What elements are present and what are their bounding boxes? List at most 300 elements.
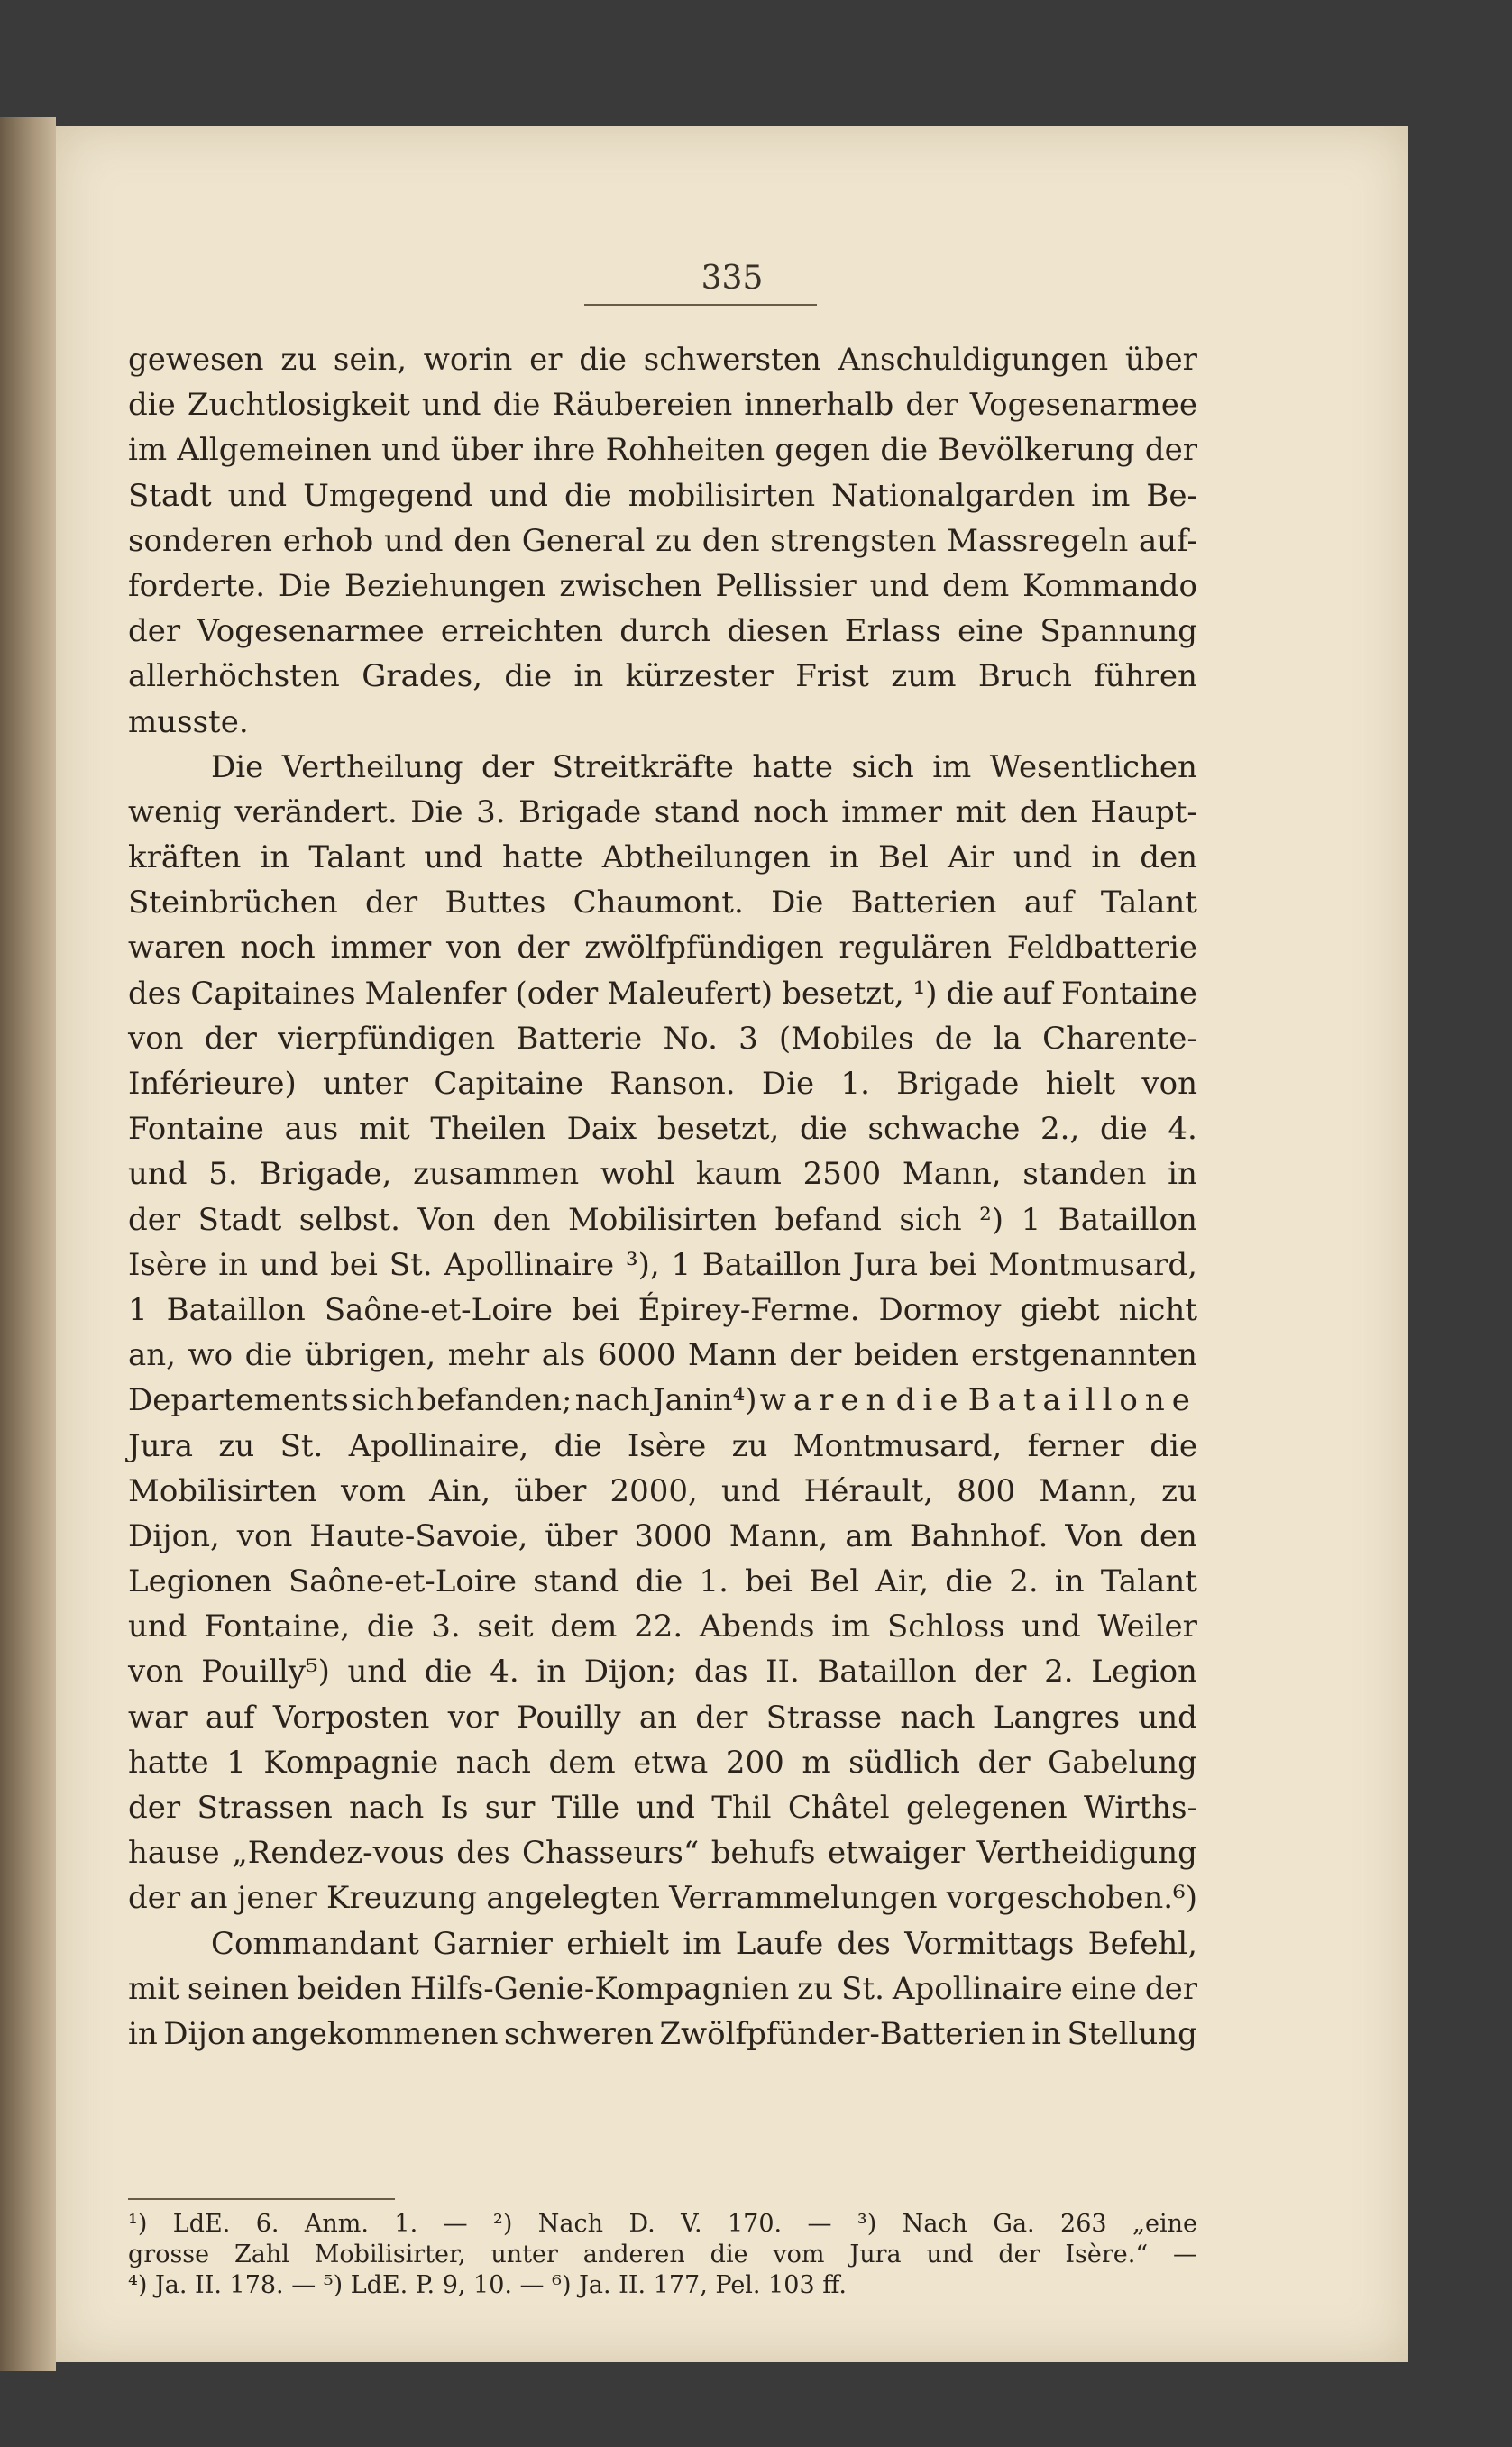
word: Apollinaire — [892, 1970, 1063, 2007]
word: bei — [571, 1291, 619, 1328]
footnote-line: ⁴) Ja. II. 178. — ⁵) LdE. P. 9, 10. — ⁶) Ja. II. 177, Pel. 103 ff. — [128, 2271, 848, 2299]
word: eine — [1070, 1970, 1137, 2007]
word: nach — [455, 1744, 531, 1781]
text-line — [128, 609, 1197, 654]
word: im — [128, 432, 168, 469]
footnote-line: ¹) LdE. 6. Anm. 1. — ²) Nach D. V. 170. — ³) Nach Ga. 263 „eine — [128, 2210, 1197, 2238]
word: stand — [533, 1563, 619, 1600]
word: Montmusard, — [988, 1246, 1197, 1283]
word: zwischen — [559, 567, 702, 604]
word: im — [1091, 477, 1131, 514]
word: die — [244, 1337, 293, 1374]
footnote-line: grosse Zahl Mobilisirter, unter anderen die vom Jura und der Isère.“ — — [128, 2241, 1197, 2268]
word: der — [365, 884, 418, 921]
word: II. — [765, 1654, 800, 1691]
word: in — [536, 1654, 567, 1691]
text-line — [128, 1966, 1197, 2012]
word: Weiler — [1097, 1608, 1197, 1645]
word: der — [695, 1699, 748, 1736]
word: Dijon — [163, 2015, 246, 2052]
word: an, — [128, 1337, 176, 1374]
word: Die — [761, 1066, 815, 1102]
word: in — [128, 2015, 158, 2052]
word: Stadt — [197, 1201, 282, 1238]
word: 1. — [840, 1066, 870, 1102]
word: die — [880, 432, 929, 469]
word: Apollinaire — [444, 1246, 615, 1283]
word: besetzt, — [782, 975, 904, 1012]
word: und — [347, 1654, 408, 1691]
word: etwaiger — [827, 1835, 966, 1872]
word: über — [545, 1517, 618, 1554]
text-line — [128, 700, 1197, 745]
word: ¹) — [912, 975, 938, 1012]
word: 5. — [208, 1156, 238, 1193]
word: Capitaine — [434, 1066, 584, 1102]
word: Laufe — [735, 1925, 824, 1962]
text-line — [128, 518, 1197, 564]
word: unter — [323, 1066, 408, 1102]
word: die — [554, 1427, 602, 1464]
word: Ranson. — [609, 1066, 736, 1102]
word: Die — [211, 748, 264, 785]
word: erhob — [282, 522, 374, 559]
word: immer — [841, 793, 942, 830]
text-line — [128, 1921, 1197, 1966]
word: nach — [574, 1382, 650, 1419]
word: Vertheidigung — [976, 1835, 1197, 1872]
word: der — [204, 1020, 257, 1057]
word: Vormittags — [904, 1925, 1075, 1962]
word: des — [456, 1835, 510, 1872]
word: zu — [218, 1427, 255, 1464]
word: Abends — [699, 1608, 815, 1645]
word: Pellissier — [715, 567, 857, 604]
word: kräften — [128, 839, 242, 876]
text-line — [128, 1197, 1197, 1242]
word: Ain, — [429, 1472, 491, 1509]
word: des — [128, 975, 182, 1012]
word: der — [974, 1654, 1027, 1691]
word: immer — [330, 930, 432, 967]
word: regulären — [838, 930, 992, 967]
word: aus — [284, 1111, 339, 1148]
word: das — [693, 1654, 748, 1691]
word: vom — [341, 1472, 406, 1509]
word: sich — [851, 748, 914, 785]
book-page — [56, 126, 1408, 2362]
word: behufs — [710, 1835, 816, 1872]
word: bei — [745, 1563, 793, 1600]
word: mobilisirten — [628, 477, 816, 514]
word: Steinbrüchen — [128, 884, 338, 921]
word: gelegenen — [905, 1790, 1068, 1826]
body-text — [128, 337, 1197, 2057]
word: über — [514, 1472, 587, 1509]
word: zu — [1161, 1472, 1197, 1509]
word: zu — [280, 342, 317, 378]
word: vorgeschoben.⁶) — [946, 1880, 1197, 1917]
word: Mann, — [729, 1517, 829, 1554]
word: die — [1150, 1427, 1197, 1464]
word: Dijon; — [583, 1654, 677, 1691]
word: Feldbatterie — [1006, 930, 1197, 967]
word: Janin⁴) — [653, 1382, 757, 1419]
word: befanden; — [417, 1382, 573, 1419]
text-line — [128, 337, 1197, 382]
word: die — [946, 975, 994, 1012]
word: sein, — [333, 342, 408, 378]
word: als — [541, 1337, 586, 1374]
word: in — [829, 839, 859, 876]
word: Gabelung — [1048, 1744, 1197, 1781]
word: die — [504, 658, 553, 695]
word: in — [260, 839, 290, 876]
text-line — [128, 1061, 1197, 1106]
text-line — [128, 1875, 1197, 1920]
word: und — [1022, 1608, 1081, 1645]
word: zu — [731, 1427, 768, 1464]
word: Beziehungen — [344, 567, 546, 604]
word: Isère — [627, 1427, 707, 1464]
word: und — [128, 1156, 188, 1193]
word: Kreuzung — [326, 1880, 478, 1917]
word: Bataillon — [701, 1246, 842, 1283]
word: den — [454, 522, 512, 559]
word: Buttes — [444, 884, 546, 921]
text-line — [128, 1514, 1197, 1559]
word: Haupt- — [1090, 793, 1197, 830]
word: hause — [128, 1835, 220, 1872]
text-line — [128, 1604, 1197, 1649]
word: waren — [128, 930, 225, 967]
word: Vertheilung — [281, 748, 463, 785]
word: dem — [942, 567, 1010, 604]
text-line — [128, 1785, 1197, 1830]
word: Bataillon — [1058, 1201, 1197, 1238]
word: der — [789, 1337, 842, 1374]
word: Air — [947, 839, 994, 876]
word: ²) — [979, 1201, 1004, 1238]
word: Apollinaire, — [348, 1427, 529, 1464]
text-line — [128, 1106, 1197, 1151]
word: 1 — [226, 1744, 246, 1781]
word: Räubereien — [552, 387, 733, 424]
word: beiden — [853, 1337, 959, 1374]
word: gegen — [774, 432, 871, 469]
word: zum — [891, 658, 957, 695]
word: der — [481, 748, 535, 785]
word: Chaumont. — [573, 884, 744, 921]
word: erreichten — [440, 613, 604, 650]
text-line — [128, 925, 1197, 970]
word: Zwölfpfünder-Batterien — [659, 2015, 1026, 2052]
word: der — [128, 1201, 181, 1238]
text-line — [128, 971, 1197, 1016]
text-line — [128, 880, 1197, 925]
word: Batterien — [850, 884, 997, 921]
word: Thil — [711, 1790, 772, 1826]
word: Bataillon — [817, 1654, 957, 1691]
word: kürzester — [625, 658, 774, 695]
word: an — [189, 1880, 228, 1917]
word: 3. — [431, 1608, 461, 1645]
word: und — [381, 432, 441, 469]
word: und — [424, 839, 483, 876]
word: Von — [1065, 1517, 1123, 1554]
word: und — [227, 477, 288, 514]
word: besetzt, — [656, 1111, 780, 1148]
word: Von — [417, 1201, 476, 1238]
word: forderte. — [128, 567, 266, 604]
word: 22. — [634, 1608, 683, 1645]
word: der — [977, 1744, 1031, 1781]
word: St. — [279, 1427, 324, 1464]
word: Commandant — [211, 1925, 419, 1962]
word: auf — [205, 1699, 255, 1736]
word: bei — [929, 1246, 977, 1283]
word: Vogesenarmee — [969, 387, 1197, 424]
word: Pouilly⁵) — [201, 1654, 330, 1691]
word: „Rendez-vous — [232, 1835, 444, 1872]
word: erhielt — [566, 1925, 670, 1962]
word: (oder — [515, 975, 599, 1012]
word: Bruch — [977, 658, 1072, 695]
word: Grades, — [362, 658, 483, 695]
word: im — [831, 1608, 871, 1645]
word: den — [1140, 1517, 1197, 1554]
word: von — [236, 1517, 293, 1554]
word: la — [993, 1020, 1022, 1057]
word: in — [573, 658, 604, 695]
word: nach — [349, 1790, 425, 1826]
word: dem — [548, 1744, 616, 1781]
word: Wirths- — [1083, 1790, 1197, 1826]
word: seit — [477, 1608, 534, 1645]
word: in — [1031, 2015, 1062, 2052]
word: Saône-et-Loire — [288, 1563, 518, 1600]
word: der — [1144, 432, 1197, 469]
word: zwölfpfündigen — [584, 930, 824, 967]
word: jener — [236, 1880, 317, 1917]
word: angekommenen — [251, 2015, 499, 2052]
word: 3. — [476, 793, 506, 830]
text-line — [128, 427, 1197, 472]
word: in — [1168, 1156, 1197, 1193]
word: ihre — [533, 432, 596, 469]
word: Talant — [308, 839, 406, 876]
word: die — [945, 1563, 994, 1600]
word: befand — [774, 1201, 882, 1238]
word: Befehl, — [1087, 1925, 1197, 1962]
word: und — [259, 1246, 319, 1283]
word: Wesentlichen — [989, 748, 1197, 785]
word: Bataillon — [166, 1291, 306, 1328]
text-line — [128, 1740, 1197, 1785]
text-line — [128, 1378, 1197, 1423]
word: Isère — [128, 1246, 207, 1283]
word: mit — [358, 1111, 410, 1148]
word: sich — [352, 1382, 415, 1419]
word: Zuchtlosigkeit — [187, 387, 410, 424]
word: Umgegend — [303, 477, 473, 514]
text-line — [128, 473, 1197, 518]
word: führen — [1094, 658, 1197, 695]
word: die — [579, 342, 628, 378]
text-line — [128, 382, 1197, 427]
word: er — [529, 342, 563, 378]
word: eine — [958, 613, 1024, 650]
word: Capitaines — [190, 975, 356, 1012]
word: auf — [1023, 884, 1074, 921]
word: mit — [955, 793, 1007, 830]
word: Batterie — [516, 1020, 643, 1057]
word: Mann, — [1039, 1472, 1138, 1509]
word: Fontaine — [128, 1111, 264, 1148]
text-line — [128, 1288, 1197, 1333]
word: und — [1013, 839, 1073, 876]
word: Die — [278, 567, 332, 604]
word: Mobilisirten — [568, 1201, 757, 1238]
word: auf — [1003, 975, 1053, 1012]
word: 4. — [1168, 1111, 1197, 1148]
word: allerhöchsten — [128, 658, 340, 695]
word: Theilen — [430, 1111, 546, 1148]
word: (Mobiles — [778, 1020, 914, 1057]
word: standen — [1022, 1156, 1147, 1193]
word: von — [128, 1654, 184, 1691]
word: Mobilisirten — [128, 1472, 317, 1509]
word: südlich — [848, 1744, 960, 1781]
text-line — [128, 790, 1197, 835]
word: vierpfündigen — [278, 1020, 496, 1057]
text-line — [128, 1649, 1197, 1694]
word: Verrammelungen — [669, 1880, 938, 1917]
word: der — [128, 613, 181, 650]
text-line — [128, 1242, 1197, 1288]
word: Strassen — [197, 1790, 333, 1826]
word: die — [800, 1111, 848, 1148]
word: die — [564, 477, 612, 514]
word: Kompagnie — [263, 1744, 439, 1781]
word: Dormoy — [878, 1291, 1002, 1328]
word: noch — [753, 793, 829, 830]
page-number: 335 — [701, 260, 764, 297]
word: war — [128, 1699, 188, 1736]
word: worin — [423, 342, 513, 378]
word: die — [128, 387, 176, 424]
word: Saône-et-Loire — [324, 1291, 553, 1328]
word: am — [845, 1517, 893, 1554]
word: der — [1144, 1970, 1197, 2007]
word: die — [635, 1563, 683, 1600]
word: Legionen — [128, 1563, 272, 1600]
word: Schloss — [887, 1608, 1005, 1645]
word: und — [869, 567, 930, 604]
word: hatte — [752, 748, 834, 785]
word: Dijon, — [128, 1517, 220, 1554]
word: in — [218, 1246, 248, 1283]
word: etwa — [633, 1744, 709, 1781]
word: Is — [440, 1790, 469, 1826]
word: noch — [240, 930, 316, 967]
word: diesen — [727, 613, 829, 650]
word: Mann, — [902, 1156, 1002, 1193]
word: Nationalgarden — [831, 477, 1076, 514]
footnote-rule — [128, 2198, 395, 2200]
text-line — [128, 1469, 1197, 1514]
word: St. — [389, 1246, 433, 1283]
word: Chasseurs“ — [522, 1835, 700, 1872]
word: ferner — [1027, 1427, 1124, 1464]
word: gewesen — [128, 342, 264, 378]
word: zu — [797, 1970, 834, 2007]
word: die — [366, 1608, 415, 1645]
word: zu — [655, 522, 692, 559]
text-line — [128, 564, 1197, 609]
word: mit — [128, 1970, 179, 2007]
word: sich — [899, 1201, 962, 1238]
word: in — [1091, 839, 1122, 876]
word: sonderen — [128, 522, 272, 559]
word: Langres — [993, 1699, 1121, 1736]
word: Bevölkerung — [938, 432, 1135, 469]
word: Montmusard, — [793, 1427, 1003, 1464]
word: die — [424, 1654, 472, 1691]
word: den — [492, 1201, 551, 1238]
word: von — [446, 930, 502, 967]
word: Massregeln — [947, 522, 1129, 559]
word: ³), — [625, 1246, 660, 1283]
word: der — [128, 1880, 181, 1917]
word: 1 — [1021, 1201, 1041, 1238]
word: des — [837, 1925, 891, 1962]
word: Mann — [687, 1337, 777, 1374]
word: der — [905, 387, 958, 424]
word: Daix — [566, 1111, 637, 1148]
word: über — [1124, 342, 1197, 378]
word: und — [421, 387, 481, 424]
word: Charente- — [1042, 1020, 1197, 1057]
text-line — [128, 1333, 1197, 1378]
word: de — [934, 1020, 973, 1057]
word: Legion — [1091, 1654, 1197, 1691]
word: und — [489, 477, 549, 514]
word: Haute-Savoie, — [309, 1517, 528, 1554]
word: Jura — [128, 1427, 194, 1464]
text-line — [128, 745, 1197, 790]
word: No. — [663, 1020, 718, 1057]
word: 1 — [128, 1291, 148, 1328]
word: im — [683, 1925, 722, 1962]
word: Air, — [875, 1563, 930, 1600]
text-line — [128, 1830, 1197, 1875]
word: Inférieure) — [128, 1066, 297, 1102]
word: angelegten — [486, 1880, 660, 1917]
word: Hérault, — [803, 1472, 934, 1509]
word: Streitkräfte — [552, 748, 734, 785]
word: 3 — [738, 1020, 758, 1057]
word: Bahnhof. — [909, 1517, 1049, 1554]
word: verändert. — [234, 793, 398, 830]
word: stand — [654, 793, 740, 830]
word: die — [895, 1382, 966, 1419]
text-line — [128, 1695, 1197, 1740]
word: sur — [484, 1790, 536, 1826]
word: General — [521, 522, 646, 559]
word: 6000 — [597, 1337, 676, 1374]
word: 2. — [1009, 1563, 1039, 1600]
